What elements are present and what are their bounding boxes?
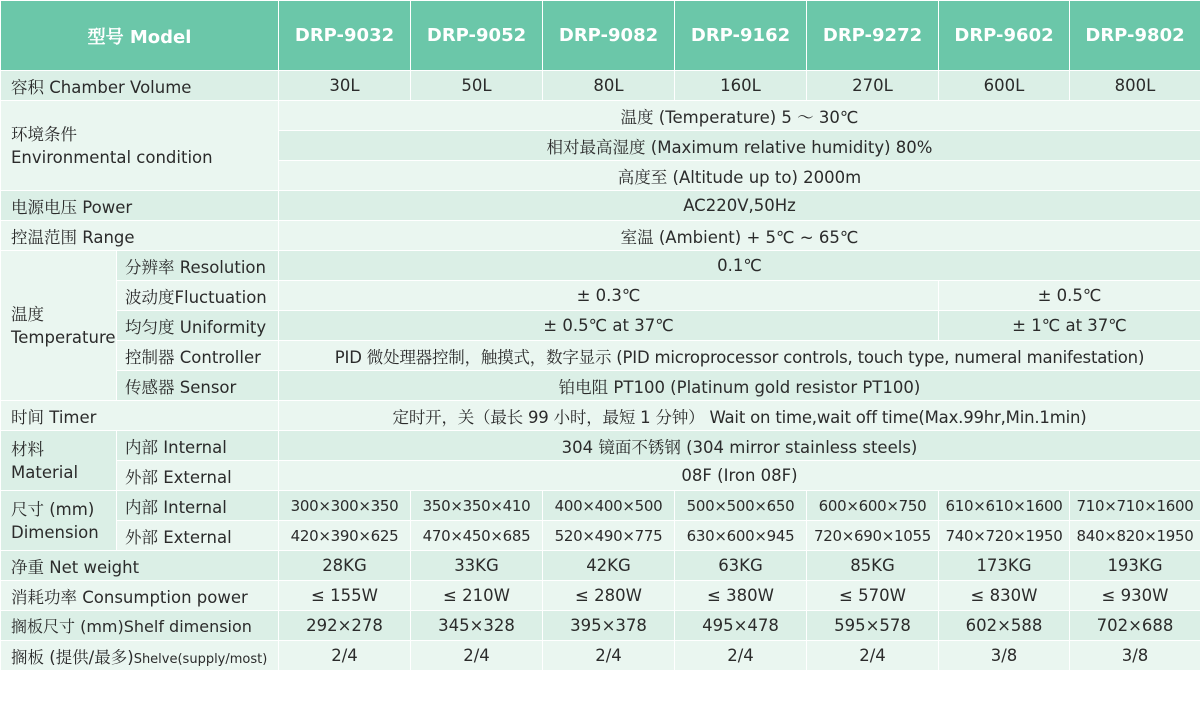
fluctuation-value-large: ± 0.5℃	[939, 281, 1200, 311]
material-label	[1, 431, 117, 491]
model-label: 型号 Model	[1, 1, 279, 71]
power-label: 电源电压 Power	[1, 191, 279, 221]
volume-value: 80L	[543, 71, 675, 101]
model-name: DRP-9162	[675, 1, 807, 71]
shelves-value: 2/4	[279, 641, 411, 671]
shelves-value: 2/4	[543, 641, 675, 671]
dimension-external-value: 630×600×945	[675, 521, 807, 551]
resolution-value: 0.1℃	[279, 251, 1200, 281]
volume-value: 160L	[675, 71, 807, 101]
material-internal-value: 304 镜面不锈钢 (304 mirror stainless steels)	[279, 431, 1200, 461]
dimension-internal-value: 400×400×500	[543, 491, 675, 521]
volume-value: 50L	[411, 71, 543, 101]
material-label-cn: 材料	[11, 439, 44, 459]
shelf-dimension-value: 292×278	[279, 611, 411, 641]
temperature-label-cn: 温度	[11, 304, 44, 324]
dimension-external-value: 470×450×685	[411, 521, 543, 551]
controller-value: PID 微处理器控制，触摸式，数字显示 (PID microprocessor controls, touch type, numeral manifestation)	[279, 341, 1200, 371]
material-external-label: 外部 External	[117, 461, 279, 491]
shelves-value: 3/8	[1070, 641, 1200, 671]
temperature-label-en: Temperature	[11, 327, 116, 347]
power-value: AC220V,50Hz	[279, 191, 1200, 221]
shelf-dimension-value: 395×378	[543, 611, 675, 641]
volume-value: 270L	[807, 71, 939, 101]
dimension-internal-value: 610×610×1600	[939, 491, 1070, 521]
weight-value: 85KG	[807, 551, 939, 581]
sensor-value: 铂电阻 PT100 (Platinum gold resistor PT100)	[279, 371, 1200, 401]
material-external-value: 08F (Iron 08F)	[279, 461, 1200, 491]
dimension-label-cn: 尺寸 (mm)	[11, 499, 95, 519]
dimension-internal-value: 300×300×350	[279, 491, 411, 521]
dimension-internal-value: 350×350×410	[411, 491, 543, 521]
shelves-value: 2/4	[675, 641, 807, 671]
environment-altitude: 高度至 (Altitude up to) 2000m	[279, 161, 1200, 191]
shelf-dimension-value: 595×578	[807, 611, 939, 641]
environment-label-cn: 环境条件	[11, 124, 77, 144]
environment-label-en: Environmental condition	[11, 147, 213, 167]
shelves-value: 2/4	[411, 641, 543, 671]
consumption-value: ≤ 380W	[675, 581, 807, 611]
material-row-external	[1, 461, 1200, 491]
sensor-label: 传感器 Sensor	[117, 371, 279, 401]
model-name: DRP-9272	[807, 1, 939, 71]
resolution-label: 分辨率 Resolution	[117, 251, 279, 281]
range-row	[1, 221, 1200, 251]
consumption-value: ≤ 930W	[1070, 581, 1200, 611]
uniformity-value-small: ± 0.5℃ at 37℃	[279, 311, 939, 341]
material-label-en: Material	[11, 462, 79, 482]
fluctuation-label: 波动度Fluctuation	[117, 281, 279, 311]
shelves-value: 3/8	[939, 641, 1070, 671]
shelves-value: 2/4	[807, 641, 939, 671]
model-name: DRP-9802	[1070, 1, 1200, 71]
dimension-external-value: 520×490×775	[543, 521, 675, 551]
shelf-dimension-value: 495×478	[675, 611, 807, 641]
weight-value: 193KG	[1070, 551, 1200, 581]
model-name: DRP-9082	[543, 1, 675, 71]
weight-value: 33KG	[411, 551, 543, 581]
uniformity-label: 均匀度 Uniformity	[117, 311, 279, 341]
range-label: 控温范围 Range	[1, 221, 279, 251]
range-value: 室温 (Ambient) + 5℃ ~ 65℃	[279, 221, 1200, 251]
shelf-dimension-row	[1, 611, 1200, 641]
dimension-row-external	[1, 521, 1200, 551]
dimension-row-internal	[1, 491, 1200, 521]
volume-value: 30L	[279, 71, 411, 101]
dimension-label-en: Dimension	[11, 522, 99, 542]
dimension-internal-label: 内部 Internal	[117, 491, 279, 521]
weight-row	[1, 551, 1200, 581]
volume-value: 600L	[939, 71, 1070, 101]
timer-value: 定时开，关（最长 99 小时，最短 1 分钟） Wait on time,wait off time(Max.99hr,Min.1min)	[279, 401, 1200, 431]
dimension-external-value: 420×390×625	[279, 521, 411, 551]
dimension-external-value: 720×690×1055	[807, 521, 939, 551]
temperature-row-uniformity	[1, 311, 1200, 341]
model-name: DRP-9602	[939, 1, 1070, 71]
shelves-label-cn: 搁板 (提供/最多)	[11, 647, 134, 667]
dimension-label	[1, 491, 117, 551]
uniformity-value-large: ± 1℃ at 37℃	[939, 311, 1200, 341]
timer-row	[1, 401, 1200, 431]
consumption-value: ≤ 155W	[279, 581, 411, 611]
controller-label: 控制器 Controller	[117, 341, 279, 371]
power-row	[1, 191, 1200, 221]
consumption-value: ≤ 830W	[939, 581, 1070, 611]
weight-label: 净重 Net weight	[1, 551, 279, 581]
volume-label: 容积 Chamber Volume	[1, 71, 279, 101]
material-row-internal	[1, 431, 1200, 461]
weight-value: 63KG	[675, 551, 807, 581]
dimension-external-label: 外部 External	[117, 521, 279, 551]
dimension-internal-value: 500×500×650	[675, 491, 807, 521]
weight-value: 28KG	[279, 551, 411, 581]
temperature-row-fluctuation	[1, 281, 1200, 311]
shelf-dimension-value: 702×688	[1070, 611, 1200, 641]
model-name: DRP-9032	[279, 1, 411, 71]
timer-label: 时间 Timer	[1, 401, 279, 431]
material-internal-label: 内部 Internal	[117, 431, 279, 461]
temperature-label	[1, 251, 117, 401]
dimension-external-value: 740×720×1950	[939, 521, 1070, 551]
model-name: DRP-9052	[411, 1, 543, 71]
volume-row	[1, 71, 1200, 101]
environment-temperature: 温度 (Temperature) 5 ～ 30℃	[279, 101, 1200, 131]
dimension-internal-value: 710×710×1600	[1070, 491, 1200, 521]
environment-row-temperature	[1, 101, 1200, 131]
weight-value: 173KG	[939, 551, 1070, 581]
temperature-row-resolution	[1, 251, 1200, 281]
dimension-external-value: 840×820×1950	[1070, 521, 1200, 551]
shelf-dimension-value: 602×588	[939, 611, 1070, 641]
consumption-label: 消耗功率 Consumption power	[1, 581, 279, 611]
temperature-row-controller	[1, 341, 1200, 371]
weight-value: 42KG	[543, 551, 675, 581]
fluctuation-value-small: ± 0.3℃	[279, 281, 939, 311]
shelf-dimension-value: 345×328	[411, 611, 543, 641]
consumption-value: ≤ 570W	[807, 581, 939, 611]
shelves-label	[1, 641, 279, 671]
shelves-label-en: Shelve(supply/most)	[133, 651, 268, 667]
environment-humidity: 相对最高湿度 (Maximum relative humidity) 80%	[279, 131, 1200, 161]
dimension-internal-value: 600×600×750	[807, 491, 939, 521]
header-row	[1, 1, 1200, 71]
environment-label	[1, 101, 279, 191]
shelves-row	[1, 641, 1200, 671]
consumption-row	[1, 581, 1200, 611]
volume-value: 800L	[1070, 71, 1200, 101]
temperature-row-sensor	[1, 371, 1200, 401]
consumption-value: ≤ 280W	[543, 581, 675, 611]
consumption-value: ≤ 210W	[411, 581, 543, 611]
shelf-dimension-label: 搁板尺寸 (mm)Shelf dimension	[1, 611, 279, 641]
